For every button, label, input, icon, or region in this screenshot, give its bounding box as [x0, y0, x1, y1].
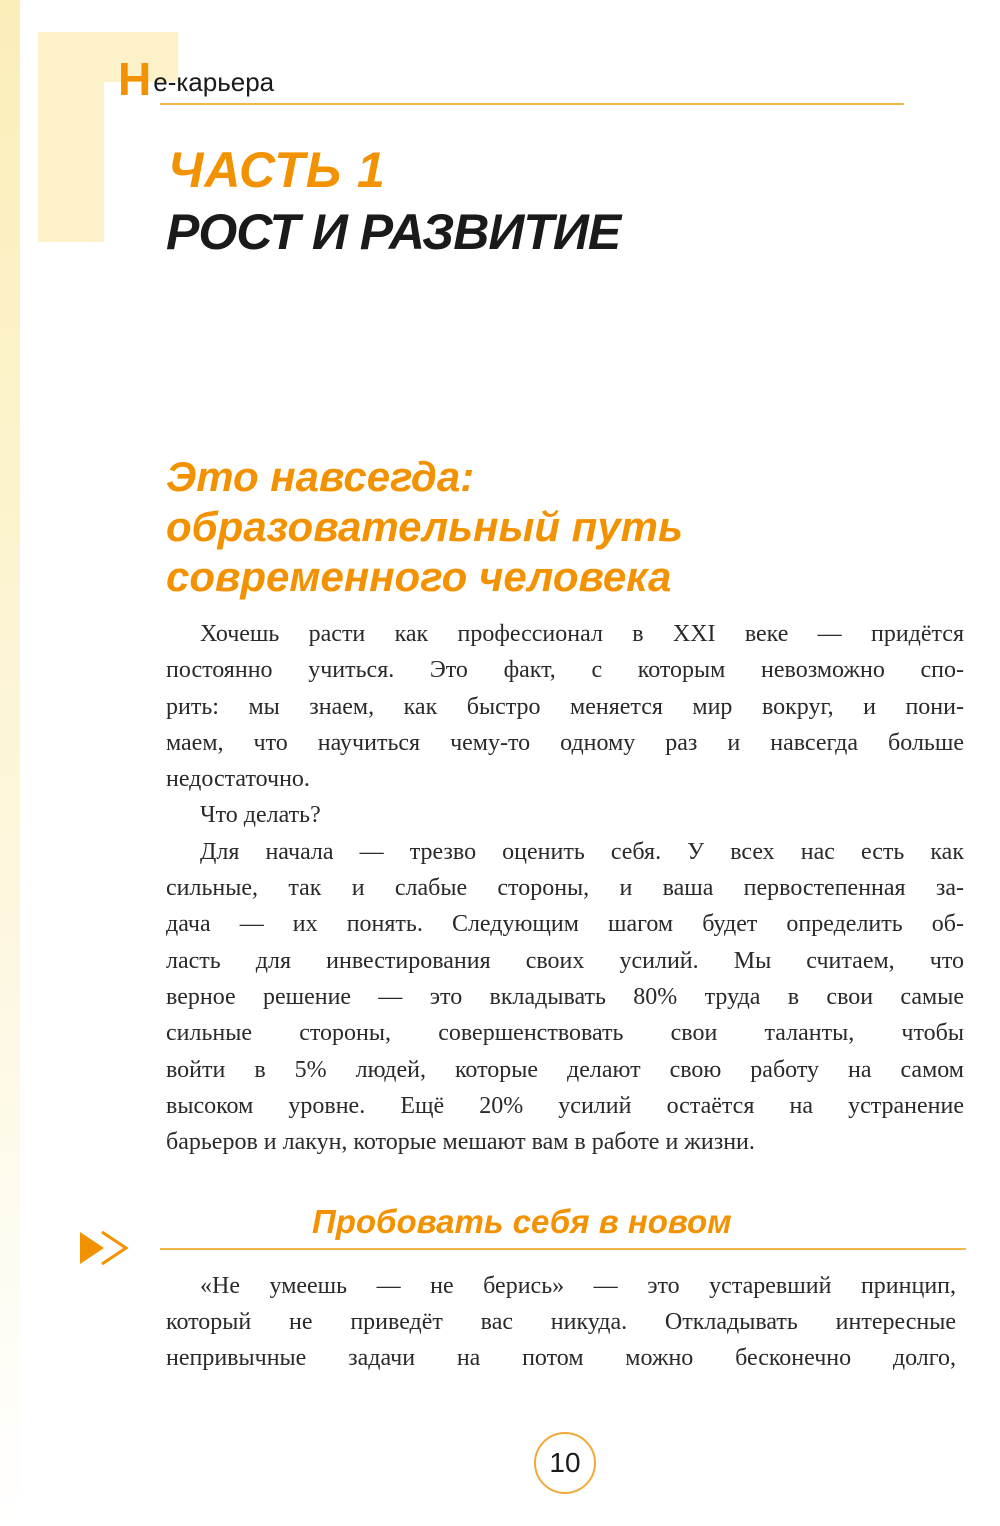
- text-line: который не приведёт вас никуда. Откладывать интересные: [166, 1309, 956, 1335]
- part-title: РОСТ И РАЗВИТИЕ: [166, 204, 621, 260]
- section-title-line: Это навсегда:: [166, 453, 475, 500]
- section-title-line: современного человека: [166, 553, 672, 600]
- subsection-body-text: [166, 1268, 956, 1376]
- paragraph: [166, 797, 964, 833]
- text-line: «Не умеешь — не берись» — это устаревший принцип,: [200, 1273, 956, 1299]
- double-chevron-right-icon: [78, 1228, 134, 1268]
- text-line: недостаточно.: [166, 766, 310, 793]
- text-line: маем, что научиться чему-то одному раз и навсегда больше: [166, 729, 964, 756]
- header-rule: [160, 103, 904, 105]
- decorative-side-strip: [0, 0, 20, 1526]
- text-line: рить: мы знаем, как быстро меняется мир вокруг, и пони-: [166, 693, 964, 720]
- text-line: Хочешь расти как профессионал в XXI веке — придётся: [200, 621, 964, 647]
- section-title: [166, 452, 966, 602]
- text-line: сильные, так и слабые стороны, и ваша первостепенная за-: [166, 875, 964, 902]
- paragraph: [166, 616, 964, 797]
- text-line: барьеров и лакун, которые мешают вам в работе и жизни.: [166, 1129, 755, 1156]
- subsection-rule: [160, 1248, 966, 1250]
- text-line: высоком уровне. Ещё 20% усилий остаётся на устранение: [166, 1092, 964, 1119]
- body-text: [166, 616, 964, 1160]
- text-line: дача — их понять. Следующим шагом будет определить об-: [166, 911, 964, 938]
- section-title-line: образовательный путь: [166, 503, 683, 550]
- text-line: постоянно учиться. Это факт, с которым невозможно спо-: [166, 657, 964, 684]
- text-line: войти в 5% людей, которые делают свою работу на самом: [166, 1056, 964, 1083]
- page-number: 10: [534, 1432, 596, 1494]
- subsection-title: Пробовать себя в новом: [312, 1203, 732, 1240]
- running-header: [118, 53, 275, 105]
- paragraph: [166, 834, 964, 1161]
- text-line: непривычные задачи на потом можно бесконечно долго,: [166, 1345, 956, 1371]
- text-line: Что делать?: [200, 802, 321, 829]
- running-header-initial: Н: [118, 53, 152, 105]
- text-line: верное решение — это вкладывать 80% труда в свои самые: [166, 983, 964, 1010]
- text-line: сильные стороны, совершенствовать свои таланты, чтобы: [166, 1020, 964, 1047]
- running-header-text: е-карьера: [153, 67, 275, 97]
- part-label: ЧАСТЬ 1: [168, 142, 386, 198]
- text-line: ласть для инвестирования своих усилий. Мы считаем, что: [166, 947, 964, 974]
- text-line: Для начала — трезво оценить себя. У всех нас есть как: [200, 838, 964, 865]
